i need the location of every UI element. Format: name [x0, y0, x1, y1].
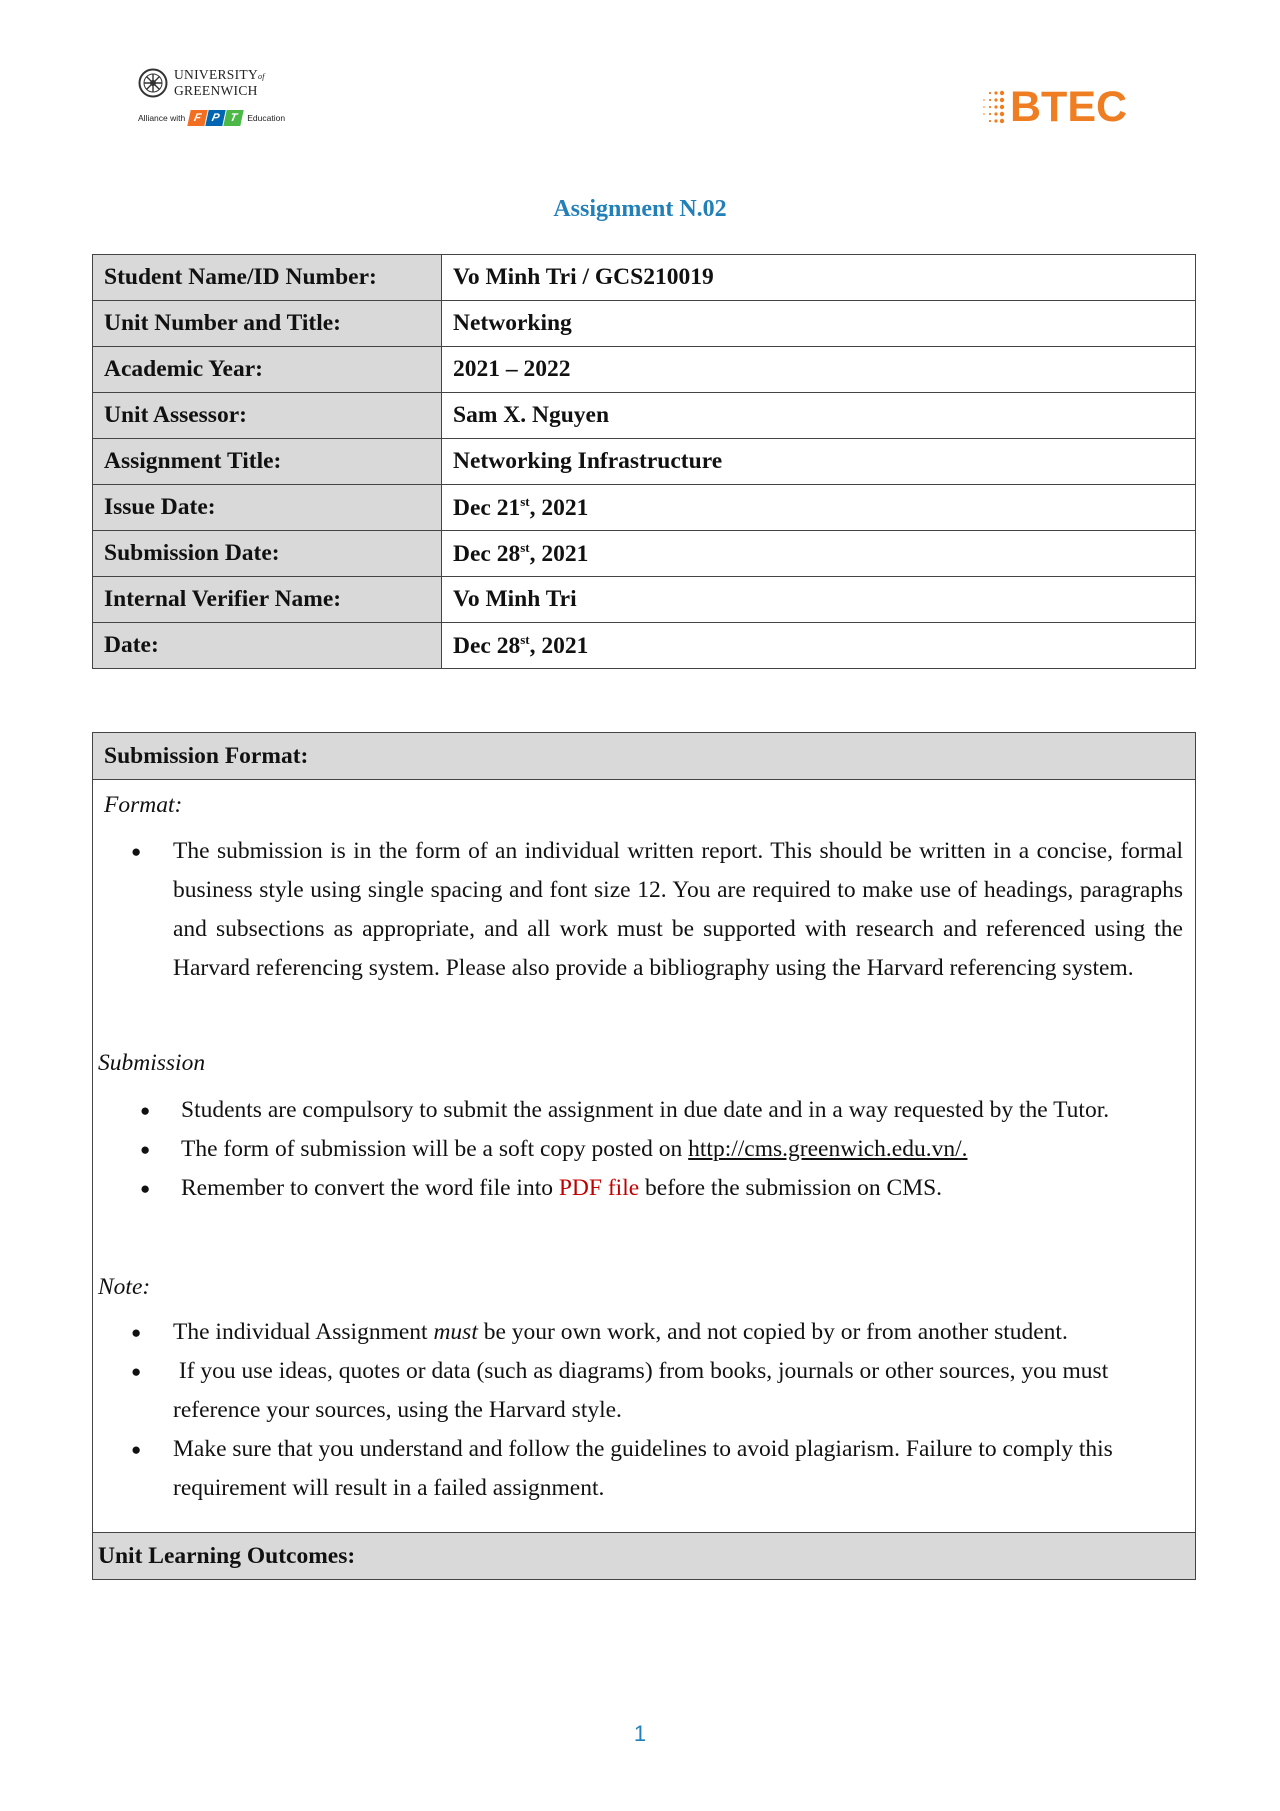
bullet-icon: ● — [131, 1323, 142, 1342]
fpt-logo — [189, 110, 243, 126]
info-value — [442, 577, 1196, 623]
table-row — [93, 623, 1196, 669]
info-value-text: Dec 28 — [453, 540, 521, 567]
fpt-letter: T — [224, 110, 244, 126]
list-item — [131, 1313, 1183, 1352]
table-row — [93, 255, 1196, 301]
info-value-text: Dec 28 — [453, 632, 521, 659]
note-bullet-text: Make sure that you understand and follow the guidelines to avoid plagiarism. Failure to comply this requirement will result in a failed assignment. — [173, 1436, 1113, 1501]
info-label: Submission Date: — [93, 531, 442, 577]
bullet-icon: ● — [131, 842, 142, 861]
list-item — [131, 832, 1183, 988]
info-value-year: , 2021 — [529, 632, 589, 659]
bullet-icon: ● — [131, 1440, 142, 1459]
note-bullet-text: If you use ideas, quotes or data (such as diagrams) from books, journals or other sources, you must reference your sources, using the Harvard style. — [173, 1358, 1115, 1423]
list-item — [131, 1352, 1183, 1430]
info-value-text: Networking Infrastructure — [453, 448, 723, 474]
ordinal-suffix: st — [520, 493, 530, 509]
university-name: UNIVERSITYof GREENWICH — [174, 67, 265, 98]
info-value — [442, 347, 1196, 393]
format-label: Format: — [104, 792, 183, 818]
alliance-prefix: Alliance with — [138, 113, 186, 123]
info-value-text: Sam X. Nguyen — [453, 402, 610, 428]
submission-list — [140, 1091, 1181, 1208]
note-bullet-text: be your own work, and not copied by or from another student. — [477, 1319, 1068, 1345]
ordinal-suffix: st — [520, 631, 530, 647]
unit-learning-outcomes-heading: Unit Learning Outcomes: — [93, 1532, 1195, 1579]
list-item — [131, 1430, 1183, 1508]
info-label: Student Name/ID Number: — [93, 255, 442, 301]
info-value-text: Vo Minh Tri — [453, 586, 577, 612]
info-label: Issue Date: — [93, 485, 442, 531]
info-value — [442, 255, 1196, 301]
page-title: Assignment N.02 — [553, 196, 727, 222]
info-value-text: Vo Minh Tri / GCS210019 — [453, 264, 714, 290]
info-label: Academic Year: — [93, 347, 442, 393]
alliance-suffix: Education — [247, 113, 286, 123]
bullet-icon: ● — [140, 1179, 151, 1198]
cms-link[interactable]: http://cms.greenwich.edu.vn/. — [688, 1136, 968, 1162]
submission-label: Submission — [98, 1050, 206, 1076]
submission-bullet-text: Remember to convert the word file into — [181, 1175, 559, 1201]
ordinal-suffix: st — [520, 539, 530, 555]
table-row — [93, 301, 1196, 347]
info-value — [442, 485, 1196, 531]
bullet-icon: ● — [140, 1140, 151, 1159]
university-seal-icon — [138, 68, 168, 98]
bullet-icon: ● — [131, 1362, 142, 1381]
submission-bullet-text: Students are compulsory to submit the assignment in due date and in a way requested by the Tutor. — [181, 1097, 1110, 1123]
table-row — [93, 577, 1196, 623]
submission-bullet-text: The form of submission will be a soft copy posted on — [181, 1136, 689, 1162]
table-row — [93, 347, 1196, 393]
format-list — [131, 832, 1183, 988]
submission-format-box — [92, 732, 1196, 1580]
fpt-letter: P — [206, 110, 226, 126]
submission-format-heading: Submission Format: — [93, 733, 1195, 780]
info-value-text: 2021 – 2022 — [453, 356, 571, 382]
btec-logo — [980, 82, 1130, 132]
table-row — [93, 531, 1196, 577]
info-label: Unit Assessor: — [93, 393, 442, 439]
info-value — [442, 531, 1196, 577]
btec-dots-icon — [980, 87, 1006, 127]
info-value — [442, 301, 1196, 347]
table-row — [93, 393, 1196, 439]
info-label: Internal Verifier Name: — [93, 577, 442, 623]
bullet-icon: ● — [140, 1101, 151, 1120]
list-item — [140, 1169, 1181, 1208]
info-value — [442, 623, 1196, 669]
pdf-file-highlight: PDF file — [558, 1175, 640, 1201]
info-value-year: , 2021 — [529, 540, 589, 567]
alliance-line — [138, 110, 308, 126]
university-of-greenwich-logo — [138, 68, 308, 148]
assignment-info-table — [92, 254, 1196, 669]
format-bullet-text: The submission is in the form of an individual written report. This should be written in a concise, formal business style using single spacing and font size 12. You are required to make use of headings, paragraphs and subsections as appropriate, and all work must be supported with research and referenced using the Harvard referencing system. Please also provide a bibliography using the Harvard referencing system. — [173, 838, 1183, 981]
info-label: Assignment Title: — [93, 439, 442, 485]
info-value — [442, 393, 1196, 439]
fpt-letter: F — [188, 110, 208, 126]
btec-wordmark: BTEC — [1010, 82, 1128, 131]
note-bullet-text: The individual Assignment — [173, 1319, 434, 1345]
note-label: Note: — [98, 1274, 151, 1300]
table-row — [93, 439, 1196, 485]
info-label: Date: — [93, 623, 442, 669]
list-item — [140, 1130, 1181, 1169]
info-label: Unit Number and Title: — [93, 301, 442, 347]
page-number: 1 — [633, 1721, 647, 1746]
info-value-year: , 2021 — [529, 494, 589, 521]
note-list — [131, 1313, 1183, 1508]
note-emphasis: must — [433, 1319, 478, 1345]
info-value-text: Dec 21 — [453, 494, 521, 521]
list-item — [140, 1091, 1181, 1130]
table-row — [93, 485, 1196, 531]
info-value-text: Networking — [453, 310, 572, 336]
info-value — [442, 439, 1196, 485]
submission-bullet-text: before the submission on CMS. — [639, 1175, 943, 1201]
